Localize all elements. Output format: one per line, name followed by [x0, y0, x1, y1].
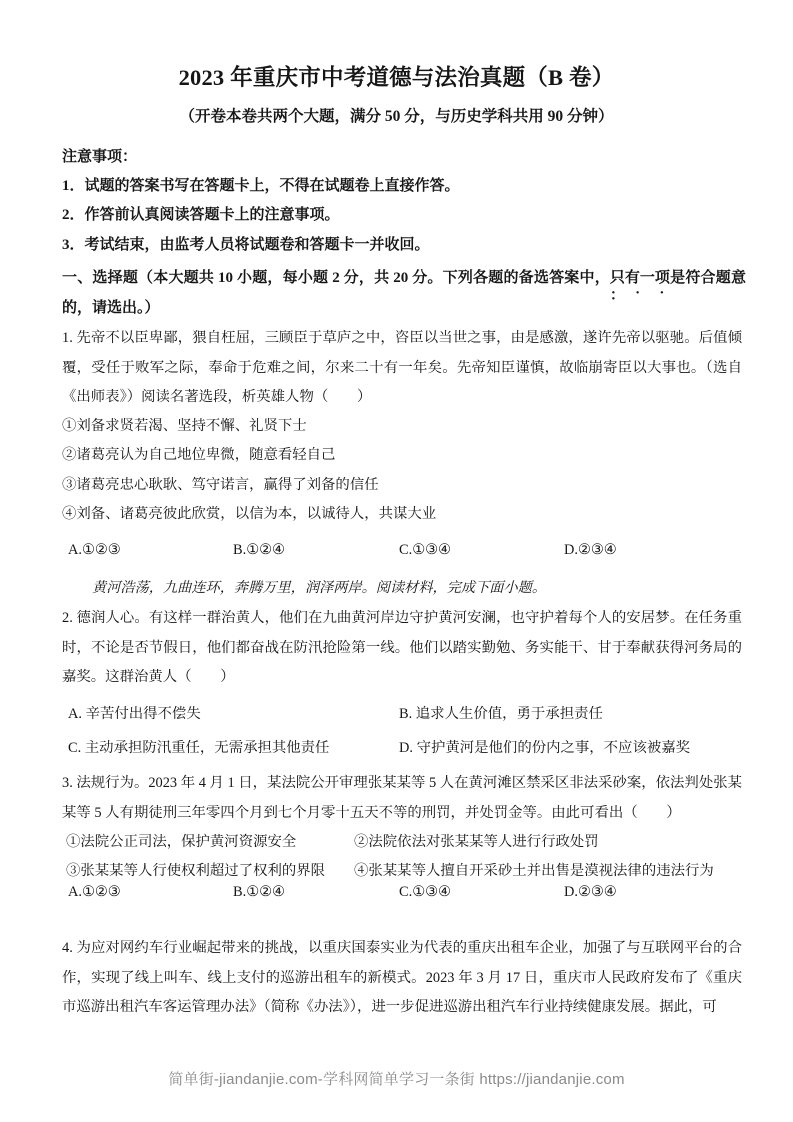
note-item-1: 1．试题的答案书写在答题卡上，不得在试题卷上直接作答。 — [62, 178, 460, 194]
question-1-option-c[interactable]: C.①③④ — [399, 542, 451, 558]
note-item-2: 2．作答前认真阅读答题卡上的注意事项。 — [62, 207, 340, 223]
question-2-option-c[interactable]: C. 主动承担防汛重任，无需承担其他责任 — [68, 740, 330, 756]
question-1-statement-2: ②诸葛亮认为自己地位卑微，随意看轻自己 — [62, 447, 336, 463]
question-2-option-a[interactable]: A. 辛苦付出得不偿失 — [68, 706, 201, 722]
question-1-statement-1: ①刘备求贤若渴、坚持不懈、礼贤下士 — [62, 418, 307, 434]
question-1-statement-4: ④刘备、诸葛亮彼此欣赏，以信为本，以诚待人，共谋大业 — [62, 506, 437, 522]
question-4-body: 4. 为应对网约车行业崛起带来的挑战，以重庆国泰实业为代表的重庆出租车企业，加强了与互联网平台的合作，实现了线上叫车、线上支付的巡游出租车的新模式。2023 年 3 月 17 日，重庆市人民政府发布了《重庆市巡游出租汽车客运管理办法》（简称《办法》），进一步促进巡游出租汽车行业持续健康发展。据此，可 — [62, 940, 742, 1016]
question-3-body: 3. 法规行为。2023 年 4 月 1 日，某法院公开审理张某某等 5 人在黄河滩区禁采区非法采砂案，依法判处张某某等 5 人有期徒刑三年零四个月到七个月零十五天不等的刑罚，并处罚金等。由此可看出（ ） — [62, 775, 742, 821]
section-one-tail: 是符合题意的，请选出。） — [62, 270, 746, 316]
question-3-statement-2: ②法院依法对张某某等人进行行政处罚 — [354, 834, 599, 850]
section-one-heading — [62, 263, 746, 323]
page-title: 2023 年重庆市中考道德与法治真题（B 卷） — [178, 65, 615, 90]
question-2-option-b[interactable]: B. 追求人生价值，勇于承担责任 — [399, 706, 603, 722]
question-2-body: 2. 德润人心。有这样一群治黄人，他们在九曲黄河岸边守护黄河安澜，也守护着每个人的安居梦。在任务重时，不论是否节假日，他们都奋战在防汛抢险第一线。他们以踏实勤勉、务实能干、甘于奉献获得河务局的嘉奖。这群治黄人（ ） — [62, 610, 742, 686]
question-3-option-c[interactable]: C.①③④ — [399, 884, 451, 900]
question-1-option-d[interactable]: D.②③④ — [564, 542, 617, 558]
question-3-option-a[interactable]: A.①②③ — [68, 884, 121, 900]
question-1-option-b[interactable]: B.①②④ — [233, 542, 285, 558]
section-one-lead: 一、选择题（本大题共 10 小题，每小题 2 分，共 20 分。下列各题的备选答案中， — [62, 270, 610, 286]
question-3-statement-3: ③张某某等人行使权利超过了权利的界限 — [66, 863, 326, 879]
question-1-body: 1. 先帝不以臣卑鄙，猥自枉屈，三顾臣于草庐之中，咨臣以当世之事，由是感激，遂许先帝以驱驰。后值倾覆，受任于败军之际，奉命于危难之间，尔来二十有一年矣。先帝知臣谨慎，故临崩寄臣以大事也。（选自《出师表》）阅读名著选段，析英雄人物（ ） — [62, 330, 742, 406]
question-1-options — [0, 536, 793, 565]
question-3-options — [0, 878, 793, 907]
notes-heading: 注意事项： — [62, 149, 138, 165]
question-1-option-a[interactable]: A.①②③ — [68, 542, 121, 558]
note-item-3: 3．考试结束，由监考人员将试题卷和答题卡一并收回。 — [62, 237, 430, 253]
question-3-statement-4: ④张某某等人擅自开采砂土并出售是漠视法律的违法行为 — [354, 863, 714, 879]
question-1-statement-3: ③诸葛亮忠心耿耿、笃守诺言，赢得了刘备的信任 — [62, 477, 379, 493]
question-3-option-b[interactable]: B.①②④ — [233, 884, 285, 900]
footer-watermark: 简单街-jiandanjie.com-学科网简单学习一条街 https://jiandanjie.com — [168, 1071, 625, 1088]
question-3-option-d[interactable]: D.②③④ — [564, 884, 617, 900]
question-2-option-d[interactable]: D. 守护黄河是他们的份内之事，不应该被嘉奖 — [399, 740, 691, 756]
page-subtitle: （开卷本卷共两个大题，满分 50 分，与历史学科共用 90 分钟） — [179, 108, 614, 125]
section-one-emphasis: 只有一项 · · · · — [610, 263, 670, 293]
question-3-statement-1: ①法院公正司法，保护黄河资源安全 — [66, 834, 297, 850]
material-intro-line: 黄河浩荡，九曲连环，奔腾万里，润泽两岸。阅读材料，完成下面小题。 — [92, 580, 547, 596]
